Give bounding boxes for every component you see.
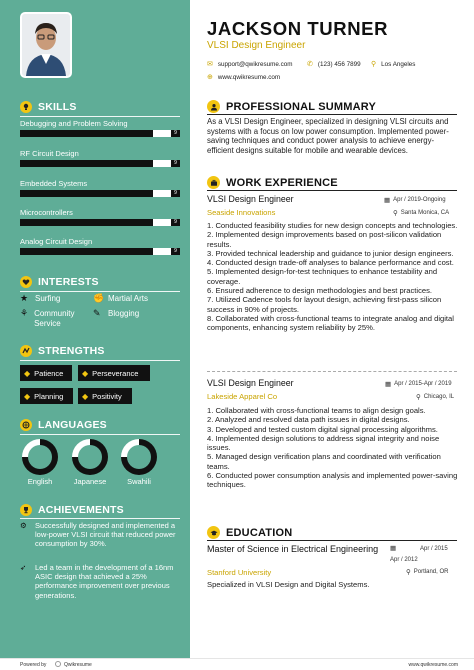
language-ring <box>121 439 157 475</box>
martial-arts-icon: ✊ <box>93 293 105 303</box>
achievement-item: ➶ Led a team in the development of a 16nm ASIC design that achieved a 25% performance improvement over previous generations. <box>20 563 174 600</box>
candidate-name: JACKSON TURNER <box>207 18 389 39</box>
skill-bar-fill <box>20 160 153 167</box>
divider <box>207 540 457 541</box>
skill-score: 9 <box>171 248 180 255</box>
job-bullets <box>207 406 459 490</box>
phone-contact: ✆ (123) 456 7899 <box>307 60 361 68</box>
pin-icon: ⚲ <box>416 394 421 401</box>
divider <box>20 291 180 292</box>
globe-icon: ⊕ <box>207 74 213 81</box>
job-title: VLSI Design Engineer <box>207 194 294 204</box>
graduation-cap-icon <box>207 526 220 539</box>
interest-item: ⚘ Community Service <box>20 308 75 328</box>
skills-heading: SKILLS <box>20 101 77 113</box>
language-ring <box>22 439 58 475</box>
community-icon: ⚘ <box>20 308 29 318</box>
language-ring-center <box>127 445 151 469</box>
skill-bar <box>20 160 180 167</box>
skill-bar <box>20 190 180 197</box>
skill-label: Embedded Systems <box>20 179 88 188</box>
separator <box>207 371 457 372</box>
pin-icon: ⚲ <box>406 569 411 576</box>
bullet-item: 7. Utilized Cadence tools for layout design, achieving first-pass silicon success in 90% of projects. <box>207 295 442 314</box>
pin-icon: ⚲ <box>393 210 398 217</box>
qwikresume-logo-icon <box>55 661 61 667</box>
bullet-item: 2. Implemented design improvements based on post-silicon validation results. <box>207 230 442 249</box>
job-dates: ▦ Apr / 2019-Ongoing <box>384 197 446 204</box>
bullet-item: 1. Collaborated with cross-functional teams to align design goals. <box>207 406 426 415</box>
job-dates: ▦ Apr / 2015-Apr / 2019 <box>385 381 452 388</box>
skill-bar-fill <box>20 130 153 137</box>
divider <box>20 360 180 361</box>
experience-heading: WORK EXPERIENCE <box>207 176 338 189</box>
skill-bar-fill <box>20 248 153 255</box>
bullet-item: 6. Ensured adherence to design methodologies and best practices. <box>207 286 433 296</box>
skill-label: Microcontrollers <box>20 208 73 217</box>
job-bullets <box>207 221 459 333</box>
skill-label: RF Circuit Design <box>20 149 79 158</box>
badge-icon: ◆ <box>24 368 31 378</box>
skill-bar <box>20 248 180 255</box>
bullet-item: 1. Conducted feasibility studies for new design concepts and technologies. <box>207 221 458 230</box>
footer-brand[interactable]: Qwikresume <box>64 662 92 668</box>
achievement-item: ⚙ Successfully designed and implemented a low-power VLSI circuit that reduced power consumption by 30%. <box>20 521 176 549</box>
edu-location: ⚲ Portland, OR <box>406 569 449 576</box>
heart-icon <box>20 276 32 288</box>
language-ring-center <box>78 445 102 469</box>
skill-bar-fill <box>20 219 153 226</box>
skill-label: Analog Circuit Design <box>20 237 93 246</box>
strengths-heading: STRENGTHS <box>20 345 105 357</box>
briefcase-icon <box>207 176 220 189</box>
summary-heading: PROFESSIONAL SUMMARY <box>207 100 376 113</box>
bullet-item: 3. Developed and tested custom digital signal processing algorithms. <box>207 424 438 434</box>
badge-icon: ◆ <box>82 368 89 378</box>
trophy-icon <box>20 504 32 516</box>
job-location: ⚲ Chicago, IL <box>416 394 455 401</box>
edu-end: Apr / 2015 <box>420 546 448 552</box>
badge-icon: ◆ <box>24 391 31 401</box>
divider <box>20 116 180 117</box>
location-pin-icon: ⚲ <box>371 61 377 68</box>
skill-item <box>20 208 180 226</box>
badge-icon: ◆ <box>82 391 89 401</box>
email-contact[interactable]: ✉ support@qwikresume.com <box>207 60 293 68</box>
skill-score: 9 <box>171 160 180 167</box>
strength-tag: ◆ Planning <box>20 388 73 404</box>
location-contact: ⚲ Los Angeles <box>371 60 416 68</box>
divider <box>207 114 457 115</box>
blogging-icon: ✎ <box>93 308 101 318</box>
divider <box>207 190 457 191</box>
phone-icon: ✆ <box>307 61 313 68</box>
bullet-item: 3. Provided technical leadership and guidance to junior design engineers. <box>207 248 454 258</box>
interest-item: ✎ Blogging <box>93 308 140 318</box>
skill-label: Debugging and Problem Solving <box>20 119 128 128</box>
interest-item: ✊ Martial Arts <box>93 293 149 303</box>
skill-bar-fill <box>20 190 153 197</box>
edu-start: ▦ Apr / 2012 <box>390 545 418 563</box>
divider <box>20 518 180 519</box>
degree-title: Master of Science in Electrical Engineering <box>207 544 379 554</box>
skill-item <box>20 237 180 255</box>
strength-tag: ◆ Patience <box>20 365 72 381</box>
languages-heading: LANGUAGES <box>20 419 107 431</box>
footer-url[interactable]: www.qwikresume.com <box>408 662 458 668</box>
bullet-item: 4. Implemented design solutions to address signal integrity and noise issues. <box>207 433 440 453</box>
language-ring <box>72 439 108 475</box>
summary-text: As a VLSI Design Engineer, specialized in designing VLSI circuits and systems with a focus on low power consumption. Implemented power-saving techniques and conduct power analysis to achieve energy-efficient designs suitable for mobile and wearable devices. <box>207 117 449 155</box>
divider <box>20 434 180 435</box>
language-label: Swahili <box>127 477 151 486</box>
strength-icon <box>20 345 32 357</box>
bullet-item: 8. Collaborated with cross-functional teams to integrate analog and digital components, enhancing system reliability by 25%. <box>207 313 454 333</box>
skill-score: 9 <box>171 190 180 197</box>
skill-item <box>20 149 180 167</box>
star-icon: ★ <box>20 293 29 303</box>
skill-score: 9 <box>171 130 180 137</box>
education-detail: Specialized in VLSI Design and Digital Systems. <box>207 580 370 589</box>
language-label: Japanese <box>73 477 107 486</box>
footer <box>0 658 474 670</box>
globe-icon <box>20 419 32 431</box>
gear-icon: ⚙ <box>20 521 27 530</box>
website-contact[interactable]: ⊕ www.qwikresume.com <box>207 73 281 81</box>
bullet-item: 6. Conducted power consumption analysis and implemented power-saving techniques. <box>207 471 458 490</box>
bullet-item: 2. Analyzed and resolved data path issues in digital designs. <box>207 415 410 425</box>
language-label: English <box>27 477 53 486</box>
skill-bar <box>20 130 180 137</box>
skill-item <box>20 119 180 137</box>
skill-bar <box>20 219 180 226</box>
education-heading: EDUCATION <box>207 526 292 539</box>
email-icon: ✉ <box>207 61 213 68</box>
school-name: Stanford University <box>207 568 272 577</box>
strength-tag: ◆ Perseverance <box>78 365 150 381</box>
company-name: Lakeside Apparel Co <box>207 392 278 401</box>
calendar-icon: ▦ <box>384 197 391 204</box>
company-name: Seaside Innovations <box>207 208 276 217</box>
bullet-item: 4. Conducted design trade-off analyses to balance performance and cost. <box>207 258 454 268</box>
language-ring-center <box>28 445 52 469</box>
skill-item <box>20 179 180 197</box>
achievements-heading: ACHIEVEMENTS <box>20 504 124 516</box>
strength-tag: ◆ Positivity <box>78 388 132 404</box>
calendar-icon: ▦ <box>390 545 397 552</box>
bullet-item: 5. Managed design verification plans and coordinated with verification teams. <box>207 452 441 471</box>
powered-by-label: Powered by <box>20 662 47 668</box>
sidebar <box>0 0 190 658</box>
job-location: ⚲ Santa Monica, CA <box>393 210 450 217</box>
candidate-role: VLSI Design Engineer <box>207 40 306 51</box>
interests-heading: INTERESTS <box>20 276 99 288</box>
skill-score: 9 <box>171 219 180 226</box>
lightbulb-icon <box>20 101 32 113</box>
interest-item: ★ Surfing <box>20 293 61 303</box>
job-title: VLSI Design Engineer <box>207 378 294 388</box>
rocket-icon: ➶ <box>20 563 27 572</box>
bullet-item: 5. Implemented design-for-test techniques to enhance testability and coverage. <box>207 267 438 286</box>
user-icon <box>207 100 220 113</box>
profile-photo <box>20 12 72 78</box>
calendar-icon: ▦ <box>385 381 392 388</box>
